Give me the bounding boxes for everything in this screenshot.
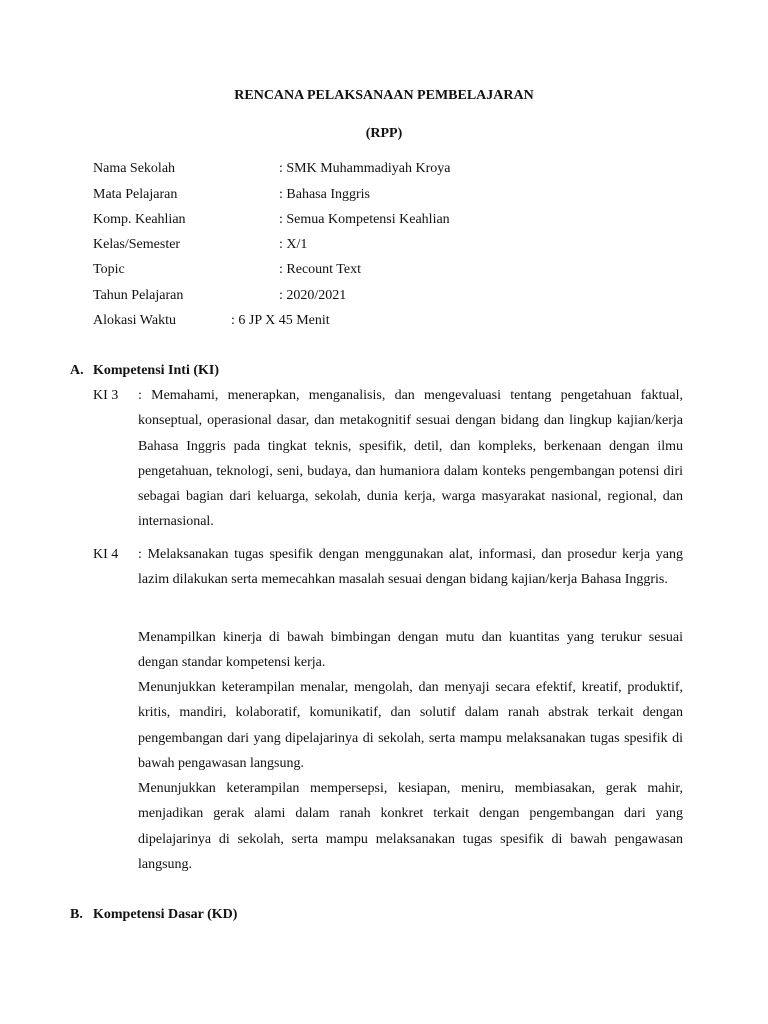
document-title: RENCANA PELAKSANAAN PEMBELAJARAN	[234, 88, 534, 103]
identity-label-class: Kelas/Semester	[93, 237, 181, 252]
identity-value-time: : 6 JP X 45 Menit	[231, 313, 330, 328]
section-a-letter: A.	[70, 363, 84, 378]
identity-value-subject: : Bahasa Inggris	[279, 187, 370, 202]
identity-label-time: Alokasi Waktu	[93, 313, 176, 328]
ki4-label: KI 4	[93, 547, 119, 562]
ki4-paragraph-1: Menampilkan kinerja di bawah bimbingan dengan mutu dan kuantitas yang terukur sesuai dengan standar kompetensi kerja.	[138, 630, 683, 671]
identity-label-subject: Mata Pelajaran	[93, 187, 178, 202]
section-a-title: Kompetensi Inti (KI)	[93, 363, 219, 378]
identity-value-expertise: : Semua Kompetensi Keahlian	[279, 212, 450, 227]
ki4-paragraph-2: Menunjukkan keterampilan menalar, mengolah, dan menyaji secara efektif, kreatif, produktif, kritis, mandiri, kolaboratif, komunikatif, dan solutif dalam ranah abstrak terkait dengan pengembangan dari yang dipelajarinya di sekolah, serta mampu melaksanakan tugas spesifik di bawah pengawasan langsung.	[138, 680, 683, 771]
section-b-letter: B.	[70, 907, 83, 922]
document-subtitle: (RPP)	[365, 126, 403, 141]
ki3-label: KI 3	[93, 388, 119, 403]
section-b-title: Kompetensi Dasar (KD)	[93, 907, 238, 922]
identity-value-topic: : Recount Text	[279, 262, 361, 277]
identity-label-school: Nama Sekolah	[93, 161, 176, 176]
identity-label-topic: Topic	[93, 262, 125, 277]
ki3-text: : Memahami, menerapkan, menganalisis, dan mengevaluasi tentang pengetahuan faktual, konseptual, operasional dasar, dan metakognitif sesuai dengan bidang dan lingkup kajian/kerja Bahasa Inggris pada tingkat teknis, spesifik, detil, dan kompleks, berkenaan dengan ilmu pengetahuan, teknologi, seni, budaya, dan humaniora dalam konteks pengembangan potensi diri sebagai bagian dari keluarga, sekolah, dunia kerja, warga masyarakat nasional, regional, dan internasional.	[138, 388, 683, 530]
ki4-text: : Melaksanakan tugas spesifik dengan menggunakan alat, informasi, dan prosedur kerja yang lazim dilakukan serta memecahkan masalah sesuai dengan bidang kajian/kerja Bahasa Inggris.	[138, 547, 683, 588]
identity-value-year: : 2020/2021	[279, 288, 347, 303]
ki4-paragraph-3: Menunjukkan keterampilan mempersepsi, kesiapan, meniru, membiasakan, gerak mahir, menjadikan gerak alami dalam ranah konkret terkait dengan pengembangan dari yang dipelajarinya di sekolah, serta mampu melaksanakan tugas spesifik di bawah pengawasan langsung.	[138, 781, 683, 872]
identity-label-year: Tahun Pelajaran	[93, 288, 184, 303]
identity-value-school: : SMK Muhammadiyah Kroya	[279, 161, 451, 176]
identity-value-class: : X/1	[279, 237, 308, 252]
identity-label-expertise: Komp. Keahlian	[93, 212, 186, 227]
